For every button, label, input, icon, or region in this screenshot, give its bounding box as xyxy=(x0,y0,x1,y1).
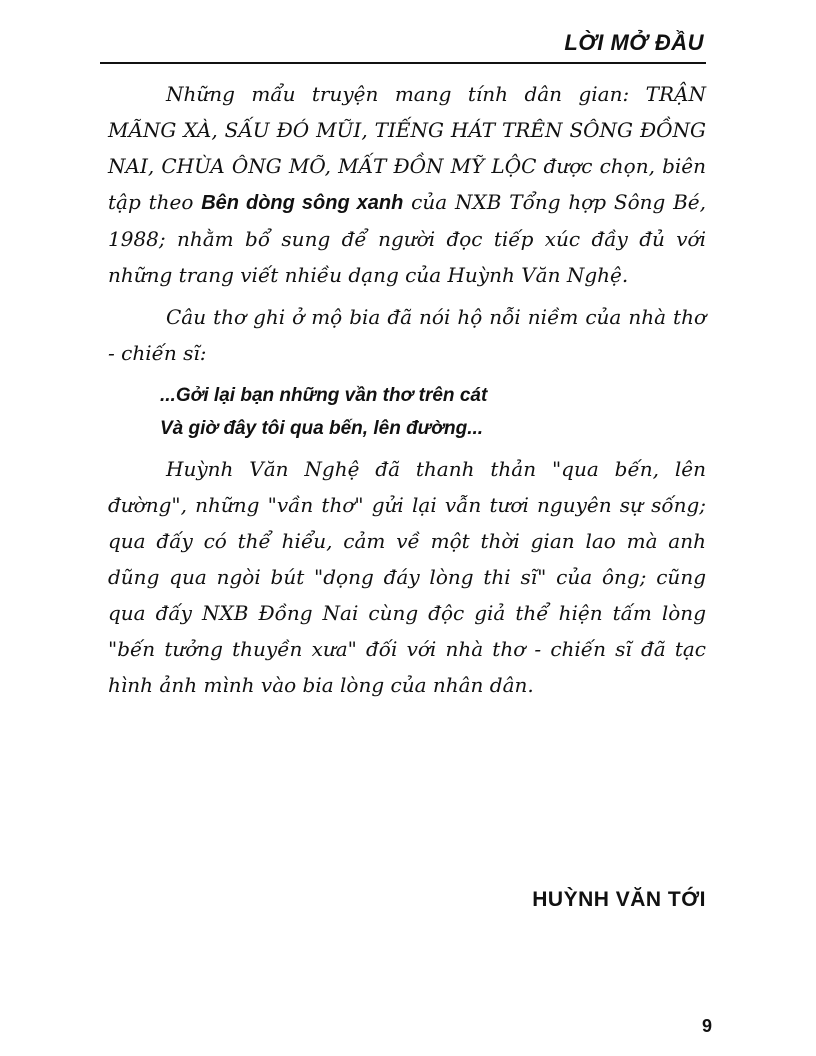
epitaph-verse xyxy=(160,379,706,445)
paragraph-intro-part2: của NXB Tổng hợp Sông Bé, 1988; nhằm bổ sung để người đọc tiếp xúc đầy đủ với những trang viết nhiều dạng của Huỳnh Văn Nghệ. xyxy=(108,190,706,287)
book-title: Bên dòng sông xanh xyxy=(201,192,404,214)
running-title: LỜI MỞ ĐẦU xyxy=(564,30,704,55)
paragraph-epitaph: Câu thơ ghi ở mộ bia đã nói hộ nỗi niềm của nhà thơ - chiến sĩ: xyxy=(108,305,706,365)
main-text xyxy=(108,76,706,703)
header-rule xyxy=(100,62,706,64)
verse-line-2: Và giờ đây tôi qua bến, lên đường... xyxy=(160,418,484,439)
paragraph-intro-part1: Những mẩu truyện mang tính dân gian: TRẬN MÃNG XÀ, SẤU ĐÓ MŨI, TIẾNG HÁT TRÊN SÔNG ĐỒNG NAI, CHÙA ÔNG MÕ, MẤT ĐỒN MỸ LỘC được chọn, biên tập theo xyxy=(108,82,706,214)
paragraph-intro xyxy=(108,76,706,293)
paragraph-conclusion: Huỳnh Văn Nghệ đã thanh thản "qua bến, lên đường", những "vần thơ" gửi lại vẫn tươi nguyên sự sống; qua đấy có thể hiểu, cảm về một thời gian lao mà anh dũng qua ngòi bút "dọng đáy lòng thi sĩ" của ông; cũng qua đấy NXB Đồng Nai cùng độc giả thể hiện tấm lòng "bến tưởng thuyền xưa" đối với nhà thơ - chiến sĩ đã tạc hình ảnh mình vào bia lòng của nhân dân. xyxy=(108,457,706,697)
page-number: 9 xyxy=(701,1016,712,1036)
author-signature: HUỲNH VĂN TỚI xyxy=(532,888,706,911)
verse-line-1: ...Gởi lại bạn những vần thơ trên cát xyxy=(160,385,488,406)
